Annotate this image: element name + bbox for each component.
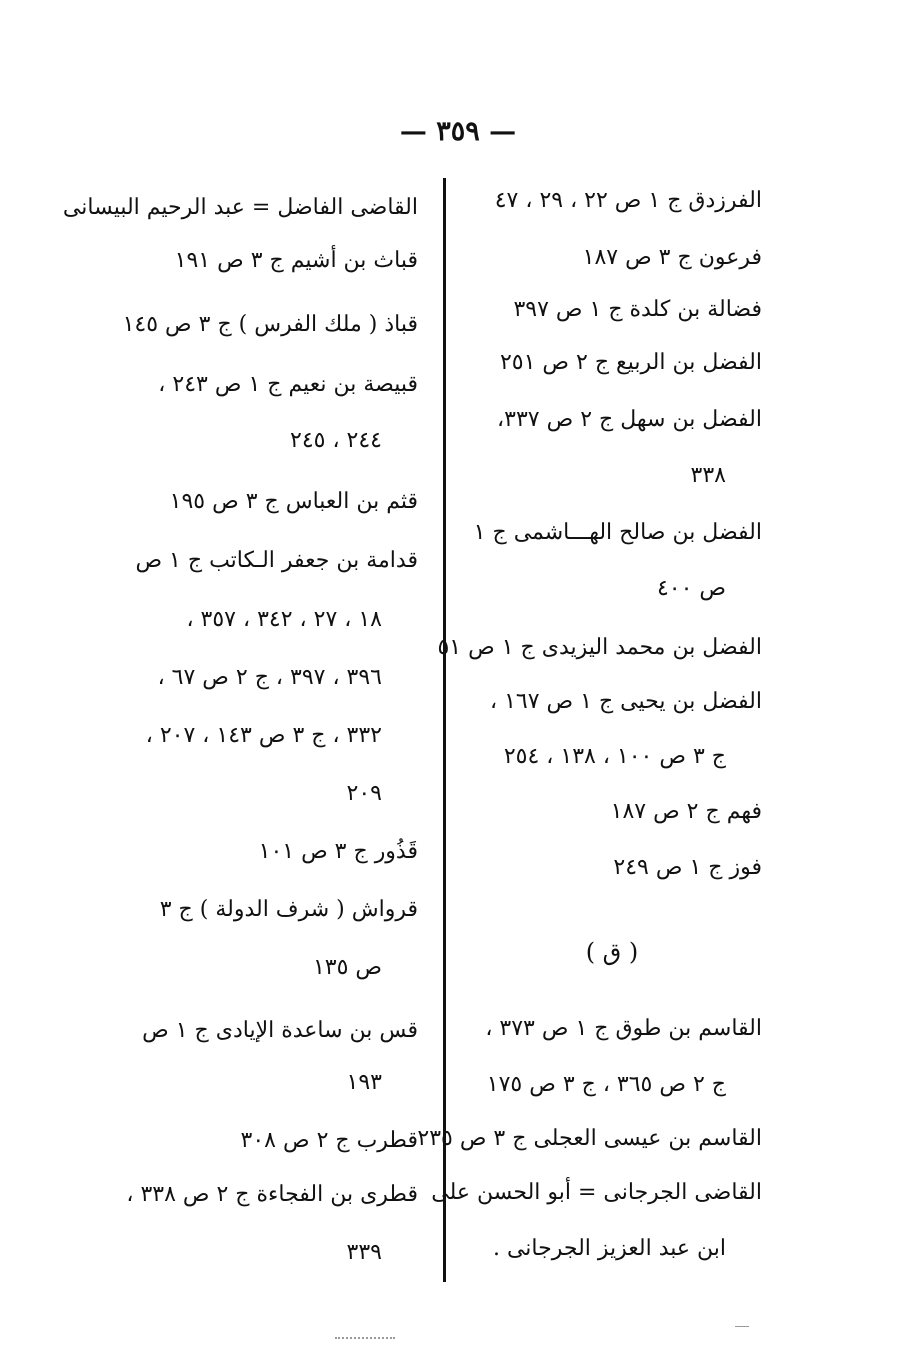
- index-entry: فهم ج ٢ ص ١٨٧: [610, 799, 762, 824]
- index-entry-continuation: ص ١٣٥: [312, 955, 382, 980]
- index-entry: فرعون ج ٣ ص ١٨٧: [582, 245, 762, 270]
- index-entry: قباذ ( ملك الفرس ) ج ٣ ص ١٤٥: [122, 312, 418, 337]
- index-entry: القاضى الفاضل = عبد الرحيم البيسانى: [62, 195, 418, 220]
- column-divider: [443, 178, 446, 1282]
- index-entry: الفضل بن صالح الهـــاشمى ج ١: [473, 520, 762, 545]
- index-entry-continuation: ج ٢ ص ٣٦٥ ، ج ٣ ص ١٧٥: [486, 1072, 726, 1097]
- index-entry: قدامة بن جعفر الـكاتب ج ١ ص: [135, 548, 418, 573]
- section-letter-heading: ( ق ): [585, 938, 639, 966]
- index-entry-continuation: ٢٤٤ ، ٢٤٥: [290, 428, 382, 453]
- page-number: — ٣٥٩ —: [399, 116, 517, 147]
- index-entry: القاسم بن عيسى العجلى ج ٣ ص ٢٣٥: [417, 1126, 762, 1151]
- index-entry: قرواش ( شرف الدولة ) ج ٣: [159, 897, 418, 922]
- index-entry: الفضل بن محمد اليزيدى ج ١ ص ٥١: [437, 635, 762, 660]
- index-entry: قس بن ساعدة الإيادى ج ١ ص: [142, 1018, 418, 1043]
- index-entry-continuation: ج ٣ ص ١٠٠ ، ١٣٨ ، ٢٥٤: [503, 744, 726, 769]
- index-entry: الفضل بن سهل ج ٢ ص ٣٣٧،: [497, 407, 762, 432]
- index-entry-continuation: ابن عبد العزيز الجرجانى .: [492, 1236, 726, 1261]
- index-entry: قبيصة بن نعيم ج ١ ص ٢٤٣ ،: [158, 372, 418, 397]
- index-entry: الفضل بن الربيع ج ٢ ص ٢٥١: [499, 350, 762, 375]
- index-entry-continuation: ١٨ ، ٢٧ ، ٣٤٢ ، ٣٥٧ ،: [186, 607, 382, 632]
- left-column: [62, 0, 418, 1352]
- index-entry: فضالة بن كلدة ج ١ ص ٣٩٧: [513, 297, 762, 322]
- index-entry-continuation: ٣٣٢ ، ج ٣ ص ١٤٣ ، ٢٠٧ ،: [145, 723, 382, 748]
- index-entry-continuation: ٣٩٦ ، ٣٩٧ ، ج ٢ ص ٦٧ ،: [157, 665, 382, 690]
- index-entry: قطرب ج ٢ ص ٣٠٨: [240, 1128, 418, 1153]
- index-entry: فوز ج ١ ص ٢٤٩: [613, 855, 762, 880]
- index-entry-continuation: ص ٤٠٠: [656, 576, 726, 601]
- scan-artifact-dash: [735, 1326, 749, 1327]
- index-entry: قباث بن أشيم ج ٣ ص ١٩١: [174, 248, 418, 273]
- index-entry: قَذُور ج ٣ ص ١٠١: [258, 839, 418, 864]
- index-entry-continuation: ٣٣٨: [690, 463, 726, 488]
- scan-artifact-dots: [335, 1337, 395, 1341]
- index-entry: قطرى بن الفجاءة ج ٢ ص ٣٣٨ ،: [126, 1182, 418, 1207]
- index-entry: الفضل بن يحيى ج ١ ص ١٦٧ ،: [490, 689, 762, 714]
- index-entry: القاسم بن طوق ج ١ ص ٣٧٣ ،: [485, 1016, 762, 1041]
- index-entry-continuation: ١٩٣: [346, 1070, 382, 1095]
- index-entry-continuation: ٣٣٩: [346, 1240, 382, 1265]
- index-entry: القاضى الجرجانى = أبو الحسن على: [431, 1180, 762, 1205]
- index-entry: قثم بن العباس ج ٣ ص ١٩٥: [169, 489, 418, 514]
- index-entry: الفرزدق ج ١ ص ٢٢ ، ٢٩ ، ٤٧: [494, 188, 762, 213]
- index-entry-continuation: ٢٠٩: [346, 781, 382, 806]
